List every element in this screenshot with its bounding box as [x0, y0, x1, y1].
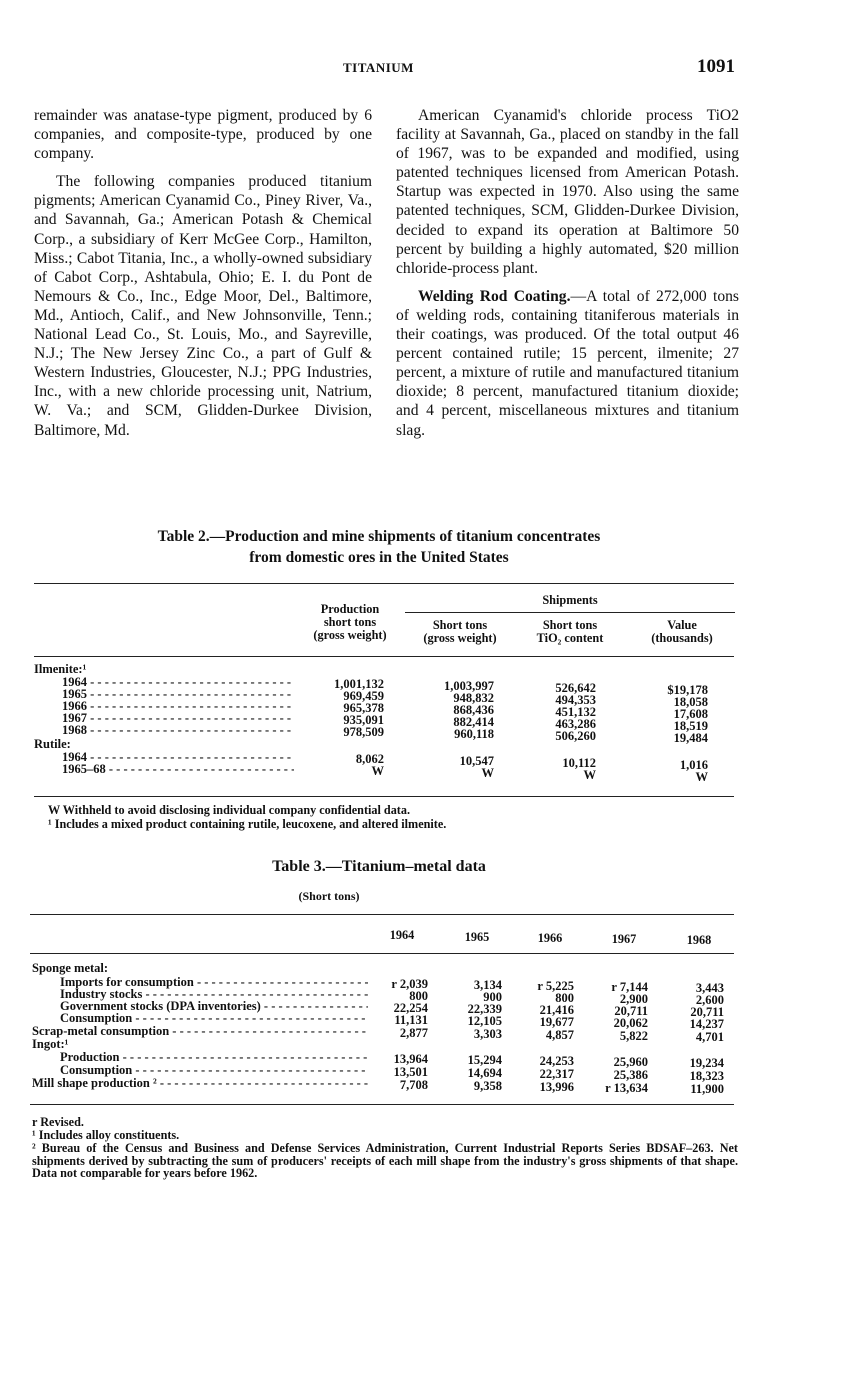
- header-line: Production: [320, 602, 380, 616]
- cell-short-tons: 10,547: [459, 754, 494, 768]
- cell-tio2: 526,642: [555, 681, 596, 695]
- table3-footnote-2: ² Bureau of the Census and Business and Defense Services Administration, Current Industrial Reports Series BDSAF–263. Net shipments derived by subtracting the sum of producers' receipts of each mill shape from the industry's gross shipments of that shape. Data not comparable for years before 1962.: [32, 1141, 738, 1180]
- header-line: Short tons: [542, 618, 598, 632]
- cell-short-tons: 948,832: [453, 691, 494, 705]
- cell-value: 20,062: [613, 1016, 648, 1030]
- cell-value: 14,694: [467, 1066, 502, 1080]
- cell-value: 19,484: [673, 731, 708, 745]
- cell-short-tons: 1,003,997: [444, 679, 494, 693]
- table2-title-line1: Table 2.—Production and mine shipments of titanium concentrates: [157, 528, 601, 545]
- cell-value: r 13,634: [605, 1081, 648, 1095]
- cell-value: 1,016: [679, 758, 708, 772]
- group-rutile: Rutile:: [34, 737, 71, 751]
- row-label: 1965–68 - - -: [62, 763, 294, 776]
- group-sponge-metal: Sponge metal:: [32, 961, 109, 975]
- cell-production: 8,062: [355, 752, 384, 766]
- cell-value: 800: [555, 991, 574, 1005]
- table3-footnote-r: r Revised.: [32, 1115, 84, 1129]
- cell-production: W: [371, 764, 384, 778]
- row-label: Production - - -: [60, 1051, 368, 1064]
- row-label: 1966 - - -: [62, 700, 294, 713]
- row-label: 1964 - - -: [62, 751, 294, 764]
- cell-short-tons: W: [481, 766, 494, 780]
- cell-value: 2,877: [399, 1026, 428, 1040]
- row-label: Industry stocks - - -: [60, 988, 368, 1001]
- table2-title-line2: from domestic ores in the United States: [249, 549, 509, 566]
- row-label: 1967 - - -: [62, 712, 294, 725]
- cell-value: 4,701: [695, 1030, 724, 1044]
- header-line: Value: [667, 618, 697, 632]
- cell-value: 12,105: [467, 1014, 502, 1028]
- year-header: 1968: [686, 933, 712, 947]
- cell-value: 22,339: [467, 1002, 502, 1016]
- year-header: 1966: [537, 931, 563, 945]
- cell-value: 22,317: [539, 1067, 574, 1081]
- paragraph: American Cyanamid's chloride process TiO2 facility at Savannah, Ga., placed on standby in the fall of 1967, was to be expanded and modified, using patented techniques licensed from American Potash. Startup was expected in 1970. Also using the same patented techniques, SCM, Glidden-Durkee Division, decided to expand its operation at Baltimore 50 percent by building a highly automated, $20 million chloride-process plant.: [396, 107, 739, 277]
- cell-value: W: [695, 770, 708, 784]
- cell-production: 978,509: [343, 725, 384, 739]
- cell-value: 24,253: [539, 1054, 574, 1068]
- cell-value: 900: [483, 990, 502, 1004]
- header-line: short tons: [323, 615, 377, 629]
- table3-subtitle: (Short tons): [298, 889, 360, 903]
- header-line: (thousands): [651, 631, 713, 645]
- cell-value: 21,416: [539, 1003, 574, 1017]
- cell-value: 18,058: [673, 695, 708, 709]
- cell-value: 17,608: [673, 707, 708, 721]
- cell-value: 18,323: [689, 1069, 724, 1083]
- cell-value: 3,134: [473, 978, 502, 992]
- cell-tio2: 451,132: [555, 705, 596, 719]
- year-header: 1964: [389, 928, 415, 942]
- cell-value: r 5,225: [537, 979, 574, 993]
- cell-value: 800: [409, 989, 428, 1003]
- cell-tio2: 463,286: [555, 717, 596, 731]
- row-label: Imports for consumption - - -: [60, 976, 368, 989]
- cell-tio2: 10,112: [562, 756, 596, 770]
- header-line: TiO₂ content: [536, 631, 604, 645]
- cell-value: 11,900: [690, 1082, 724, 1096]
- cell-value: 2,900: [619, 992, 648, 1006]
- cell-value: 15,294: [467, 1053, 502, 1067]
- cell-value: 5,822: [619, 1029, 648, 1043]
- cell-value: 7,708: [399, 1078, 428, 1092]
- cell-value: 13,501: [393, 1065, 428, 1079]
- table2-footnote-w: W Withheld to avoid disclosing individual company confidential data.: [48, 803, 410, 817]
- header-line: (gross weight): [313, 628, 387, 642]
- running-title: TITANIUM: [343, 60, 414, 75]
- cell-value: 14,237: [689, 1017, 724, 1031]
- paragraph: The following companies produced titanium pigments; American Cyanamid Co., Piney River, Va., and Savannah, Ga.; American Potash & Chemical Corp., a subsidiary of Kerr McGee Corp., Hamilton, Miss.; Cabot Titania, Inc., a wholly-owned subsidiary of Cabot Corp., Ashtabula, Ohio; E. I. du Pont de Nemours & Co., Inc., Edge Moor, Del., Baltimore, Md., Antioch, Calif., and New Johnsonville, Tenn.; National Lead Co., St. Louis, Mo., and Sayreville, N.J.; The New Jersey Zinc Co., a part of Gulf & Western Industries, Gloucester, N.J.; PPG Industries, Inc., with a new chloride processing unit, Natrium, W. Va.; and SCM, Glidden-Durkee Division, Baltimore, Md.: [34, 173, 372, 439]
- cell-value: r 2,039: [391, 977, 428, 991]
- year-header: 1967: [611, 932, 637, 946]
- cell-value: $19,178: [667, 683, 708, 697]
- cell-short-tons: 960,118: [454, 727, 494, 741]
- cell-value: 2,600: [695, 993, 724, 1007]
- row-label: Consumption - - -: [60, 1064, 368, 1077]
- cell-value: 18,519: [673, 719, 708, 733]
- header-line: (gross weight): [423, 631, 497, 645]
- row-label: 1964 - - -: [62, 676, 294, 689]
- cell-short-tons: 882,414: [453, 715, 494, 729]
- column-header-shipments: Shipments: [542, 593, 598, 607]
- cell-value: 3,443: [695, 981, 724, 995]
- year-header: 1965: [464, 930, 490, 944]
- cell-production: 935,091: [343, 713, 384, 727]
- group-ilmenite: Ilmenite:¹: [34, 662, 87, 676]
- cell-value: 22,254: [393, 1001, 428, 1015]
- row-label: Mill shape production ² - - -: [32, 1077, 368, 1090]
- cell-value: 25,960: [613, 1055, 648, 1069]
- cell-value: 19,234: [689, 1056, 724, 1070]
- row-label: Scrap-metal consumption - - -: [32, 1025, 368, 1038]
- cell-value: 9,358: [473, 1079, 502, 1093]
- row-label: Government stocks (DPA inventories) - - -: [60, 1000, 368, 1013]
- cell-value: 20,711: [614, 1004, 648, 1018]
- cell-tio2: 494,353: [555, 693, 596, 707]
- row-label: Consumption - - -: [60, 1012, 368, 1025]
- paragraph: remainder was anatase-type pigment, produced by 6 companies, and composite-type, produced by one company.: [34, 107, 372, 163]
- cell-value: 19,677: [539, 1015, 574, 1029]
- cell-value: 3,303: [473, 1027, 502, 1041]
- header-line: Short tons: [432, 618, 488, 632]
- table2-footnote-1: ¹ Includes a mixed product containing rutile, leucoxene, and altered ilmenite.: [48, 817, 447, 831]
- cell-tio2: W: [583, 768, 596, 782]
- cell-tio2: 506,260: [555, 729, 596, 743]
- cell-production: 1,001,132: [334, 677, 384, 691]
- row-label: 1965 - - -: [62, 688, 294, 701]
- paragraph-body: —A total of 272,000 tons of welding rods, containing titaniferous materials in their coatings, was produced. Of the total output 46 percent contained rutile; 15 percent, ilmenite; 27 percent, a mixture of rutile and manufactured titanium dioxide; 8 percent, manufactured titanium dioxide; and 4 percent, miscellaneous mixtures and titanium slag.: [396, 287, 739, 439]
- cell-value: r 7,144: [611, 980, 648, 994]
- cell-value: 13,996: [539, 1080, 574, 1094]
- cell-value: 11,131: [394, 1013, 428, 1027]
- group-ingot: Ingot:¹: [32, 1037, 69, 1051]
- cell-value: 25,386: [613, 1068, 648, 1082]
- page-number: 1091: [697, 56, 735, 77]
- cell-value: 13,964: [393, 1052, 428, 1066]
- table3-title: Table 3.—Titanium–metal data: [272, 858, 486, 875]
- cell-production: 969,459: [343, 689, 384, 703]
- cell-production: 965,378: [343, 701, 384, 715]
- row-label: 1968 - - -: [62, 724, 294, 737]
- cell-value: 20,711: [690, 1005, 724, 1019]
- section-heading: Welding Rod Coating.: [418, 287, 571, 305]
- table3-footnote-1: ¹ Includes alloy constituents.: [32, 1128, 180, 1142]
- cell-value: 4,857: [545, 1028, 574, 1042]
- cell-short-tons: 868,436: [453, 703, 494, 717]
